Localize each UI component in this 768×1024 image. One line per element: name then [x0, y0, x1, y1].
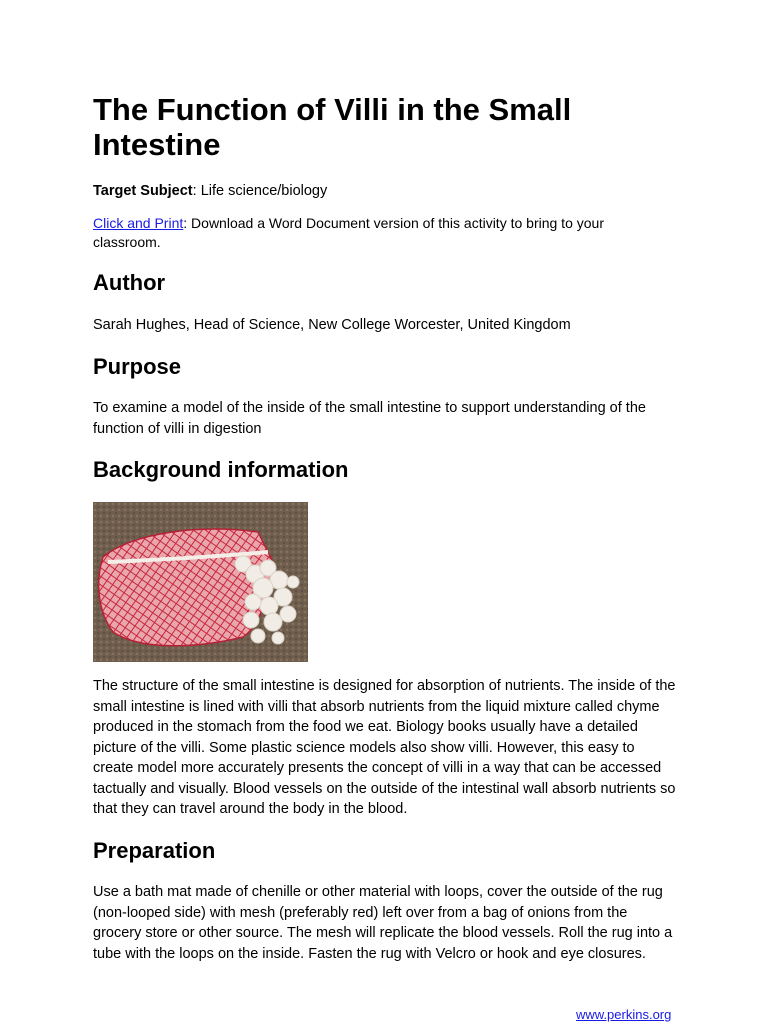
click-and-print-text: : Download a Word Document version of this activity to bring to your classroom.: [93, 215, 604, 250]
click-and-print-link[interactable]: Click and Print: [93, 215, 184, 231]
preparation-text: Use a bath mat made of chenille or other material with loops, cover the outside of the rug (non-looped side) with mesh (preferably red) left over from a bag of onions from the grocery store or other source. The mesh will replicate the blood vessels. Roll the rug into a tube with the loops on the inside. Fasten the rug with Velcro or hook and eye closures.: [93, 884, 673, 962]
footer-website-link[interactable]: www.perkins.org: [576, 1007, 672, 1022]
author-heading: Author: [93, 270, 166, 295]
preparation-heading: Preparation: [93, 838, 216, 863]
target-subject-value: : Life science/biology: [192, 183, 328, 199]
villi-model-illustration: [93, 502, 308, 662]
click-and-print: [93, 214, 653, 252]
target-subject-label: Target Subject: [93, 183, 193, 199]
target-subject: [93, 181, 327, 201]
purpose-heading: Purpose: [93, 354, 182, 379]
villi-model-photo: [93, 502, 308, 662]
author-text: Sarah Hughes, Head of Science, New College Worcester, United Kingdom: [93, 317, 571, 333]
background-heading: Background information: [93, 457, 349, 482]
background-text: The structure of the small intestine is designed for absorption of nutrients. The inside of the small intestine is lined with villi that absorb nutrients from the liquid mixture called chyme produced in the stomach from the food we eat. Biology books usually have a detailed picture of the villi. Some plastic science models also show villi. However, this easy to create model more accurately presents the concept of villi in a way that can be accessed tactually and visually. Blood vessels on the outside of the intestinal wall absorb nutrients so that they can travel around the body in the blood.: [93, 678, 676, 817]
page-title: The Function of Villi in the Small Intestine: [93, 92, 572, 162]
purpose-text: To examine a model of the inside of the small intestine to support understanding of the function of villi in digestion: [93, 400, 646, 437]
